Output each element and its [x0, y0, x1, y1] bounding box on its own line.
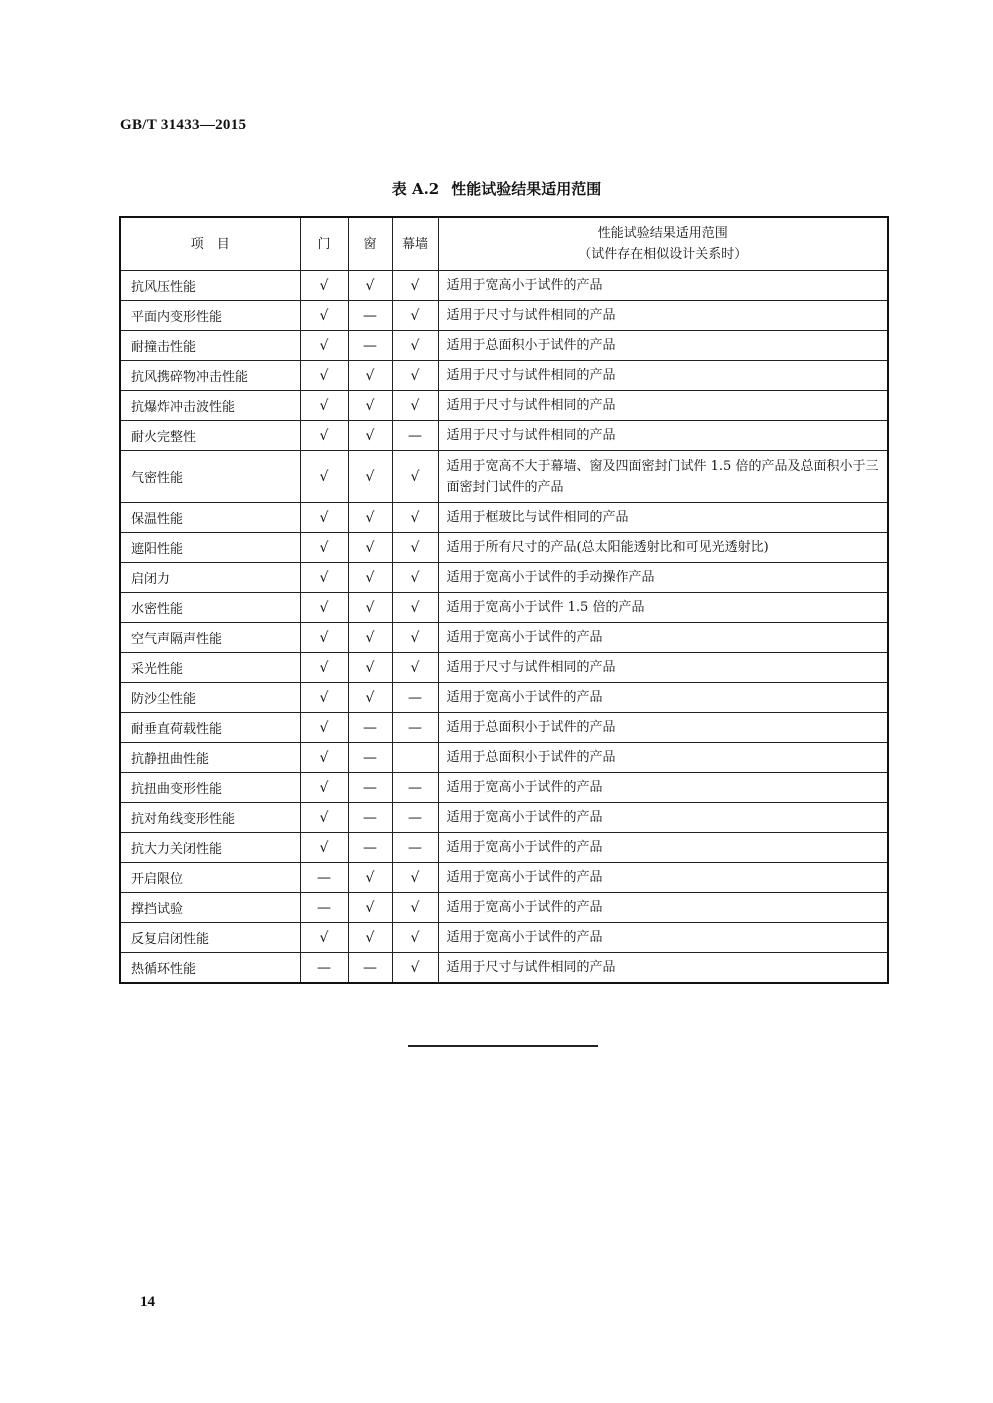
table-caption-title: 性能试验结果适用范围 [451, 180, 602, 198]
door-mark: √ [300, 451, 348, 503]
door-mark: √ [300, 683, 348, 713]
table-row [120, 451, 888, 503]
curtain-wall-mark: — [392, 773, 438, 803]
scope-cell: 适用于宽高小于试件的手动操作产品 [438, 563, 888, 593]
door-mark: √ [300, 773, 348, 803]
window-mark: √ [348, 923, 392, 953]
header-scope-line2: （试件存在相似设计关系时） [578, 247, 748, 262]
curtain-wall-mark: √ [392, 451, 438, 503]
door-mark: — [300, 953, 348, 984]
curtain-wall-mark: √ [392, 953, 438, 984]
window-mark: — [348, 743, 392, 773]
scope-cell: 适用于框玻比与试件相同的产品 [438, 503, 888, 533]
scope-cell: 适用于宽高不大于幕墙、窗及四面密封门试件 1.5 倍的产品及总面积小于三面密封门试件的产品 [438, 451, 888, 503]
door-mark: √ [300, 533, 348, 563]
table-row [120, 593, 888, 623]
end-rule [408, 1045, 598, 1047]
header-curtain-wall: 幕墙 [392, 217, 438, 271]
header-door: 门 [300, 217, 348, 271]
table-row [120, 743, 888, 773]
window-mark: √ [348, 863, 392, 893]
scope-cell: 适用于尺寸与试件相同的产品 [438, 953, 888, 984]
item-cell: 空气声隔声性能 [120, 623, 300, 653]
curtain-wall-mark: √ [392, 623, 438, 653]
table-row [120, 683, 888, 713]
door-mark: √ [300, 923, 348, 953]
window-mark: √ [348, 451, 392, 503]
door-mark: √ [300, 331, 348, 361]
header-item: 项 目 [120, 217, 300, 271]
item-cell: 抗爆炸冲击波性能 [120, 391, 300, 421]
table-caption [0, 178, 993, 199]
door-mark: √ [300, 803, 348, 833]
scope-cell: 适用于宽高小于试件的产品 [438, 623, 888, 653]
standard-number: GB/T 31433—2015 [120, 117, 247, 133]
table-row [120, 653, 888, 683]
table-row [120, 421, 888, 451]
curtain-wall-mark: — [392, 803, 438, 833]
door-mark: √ [300, 563, 348, 593]
header-window: 窗 [348, 217, 392, 271]
window-mark: — [348, 773, 392, 803]
curtain-wall-mark: √ [392, 301, 438, 331]
curtain-wall-mark: √ [392, 391, 438, 421]
window-mark: √ [348, 593, 392, 623]
table-row [120, 803, 888, 833]
item-cell: 耐垂直荷载性能 [120, 713, 300, 743]
curtain-wall-mark: √ [392, 653, 438, 683]
table-row [120, 301, 888, 331]
scope-cell: 适用于总面积小于试件的产品 [438, 743, 888, 773]
item-cell: 反复启闭性能 [120, 923, 300, 953]
door-mark: √ [300, 391, 348, 421]
scope-cell: 适用于宽高小于试件的产品 [438, 271, 888, 301]
door-mark: √ [300, 421, 348, 451]
window-mark: — [348, 331, 392, 361]
table-row [120, 271, 888, 301]
window-mark: √ [348, 533, 392, 563]
scope-cell: 适用于宽高小于试件的产品 [438, 773, 888, 803]
scope-cell: 适用于总面积小于试件的产品 [438, 331, 888, 361]
window-mark: √ [348, 683, 392, 713]
table-row [120, 533, 888, 563]
window-mark: √ [348, 503, 392, 533]
door-mark: √ [300, 653, 348, 683]
page-number: 14 [140, 1294, 155, 1310]
door-mark: √ [300, 623, 348, 653]
item-cell: 水密性能 [120, 593, 300, 623]
door-mark: √ [300, 833, 348, 863]
curtain-wall-mark: √ [392, 563, 438, 593]
window-mark: — [348, 301, 392, 331]
curtain-wall-mark: — [392, 833, 438, 863]
item-cell: 启闭力 [120, 563, 300, 593]
window-mark: √ [348, 391, 392, 421]
door-mark: √ [300, 361, 348, 391]
scope-cell: 适用于总面积小于试件的产品 [438, 713, 888, 743]
door-mark: — [300, 893, 348, 923]
window-mark: √ [348, 271, 392, 301]
item-cell: 抗静扭曲性能 [120, 743, 300, 773]
window-mark: √ [348, 623, 392, 653]
item-cell: 遮阳性能 [120, 533, 300, 563]
curtain-wall-mark: √ [392, 331, 438, 361]
item-cell: 开启限位 [120, 863, 300, 893]
scope-cell: 适用于尺寸与试件相同的产品 [438, 421, 888, 451]
window-mark: — [348, 833, 392, 863]
curtain-wall-mark: √ [392, 503, 438, 533]
curtain-wall-mark: √ [392, 533, 438, 563]
window-mark: √ [348, 653, 392, 683]
item-cell: 平面内变形性能 [120, 301, 300, 331]
window-mark: — [348, 953, 392, 984]
scope-cell: 适用于宽高小于试件 1.5 倍的产品 [438, 593, 888, 623]
header-scope-line1: 性能试验结果适用范围 [597, 226, 728, 241]
table-row [120, 563, 888, 593]
door-mark: √ [300, 503, 348, 533]
scope-cell: 适用于宽高小于试件的产品 [438, 683, 888, 713]
window-mark: √ [348, 893, 392, 923]
item-cell: 抗对角线变形性能 [120, 803, 300, 833]
table-row [120, 503, 888, 533]
item-cell: 抗扭曲变形性能 [120, 773, 300, 803]
curtain-wall-mark: √ [392, 923, 438, 953]
item-cell: 气密性能 [120, 451, 300, 503]
door-mark: √ [300, 271, 348, 301]
table-row [120, 391, 888, 421]
table-row [120, 361, 888, 391]
window-mark: √ [348, 421, 392, 451]
scope-cell: 适用于尺寸与试件相同的产品 [438, 301, 888, 331]
scope-cell: 适用于尺寸与试件相同的产品 [438, 361, 888, 391]
window-mark: — [348, 803, 392, 833]
scope-cell: 适用于宽高小于试件的产品 [438, 803, 888, 833]
door-mark: √ [300, 743, 348, 773]
curtain-wall-mark: √ [392, 271, 438, 301]
table-row [120, 863, 888, 893]
table-row [120, 923, 888, 953]
door-mark: √ [300, 713, 348, 743]
curtain-wall-mark: √ [392, 361, 438, 391]
window-mark: √ [348, 563, 392, 593]
table-row [120, 713, 888, 743]
item-cell: 抗风压性能 [120, 271, 300, 301]
item-cell: 防沙尘性能 [120, 683, 300, 713]
window-mark: — [348, 713, 392, 743]
table-row [120, 893, 888, 923]
door-mark: — [300, 863, 348, 893]
table-header-row [120, 217, 888, 271]
table-row [120, 623, 888, 653]
curtain-wall-mark: √ [392, 593, 438, 623]
header-scope [438, 217, 888, 271]
item-cell: 保温性能 [120, 503, 300, 533]
scope-cell: 适用于宽高小于试件的产品 [438, 863, 888, 893]
door-mark: √ [300, 301, 348, 331]
table-row [120, 953, 888, 984]
item-cell: 耐火完整性 [120, 421, 300, 451]
item-cell: 采光性能 [120, 653, 300, 683]
curtain-wall-mark: √ [392, 893, 438, 923]
table-row [120, 833, 888, 863]
item-cell: 抗风携碎物冲击性能 [120, 361, 300, 391]
scope-cell: 适用于尺寸与试件相同的产品 [438, 391, 888, 421]
scope-cell: 适用于宽高小于试件的产品 [438, 923, 888, 953]
curtain-wall-mark: — [392, 713, 438, 743]
table-row [120, 773, 888, 803]
scope-cell: 适用于宽高小于试件的产品 [438, 833, 888, 863]
scope-cell: 适用于尺寸与试件相同的产品 [438, 653, 888, 683]
curtain-wall-mark [392, 743, 438, 773]
scope-cell: 适用于所有尺寸的产品(总太阳能透射比和可见光透射比) [438, 533, 888, 563]
door-mark: √ [300, 593, 348, 623]
curtain-wall-mark: √ [392, 863, 438, 893]
item-cell: 撑挡试验 [120, 893, 300, 923]
table-caption-number: 表 A.2 [391, 180, 440, 198]
curtain-wall-mark: — [392, 683, 438, 713]
item-cell: 耐撞击性能 [120, 331, 300, 361]
item-cell: 抗大力关闭性能 [120, 833, 300, 863]
table-row [120, 331, 888, 361]
item-cell: 热循环性能 [120, 953, 300, 984]
window-mark: √ [348, 361, 392, 391]
curtain-wall-mark: — [392, 421, 438, 451]
performance-scope-table [119, 216, 889, 984]
scope-cell: 适用于宽高小于试件的产品 [438, 893, 888, 923]
